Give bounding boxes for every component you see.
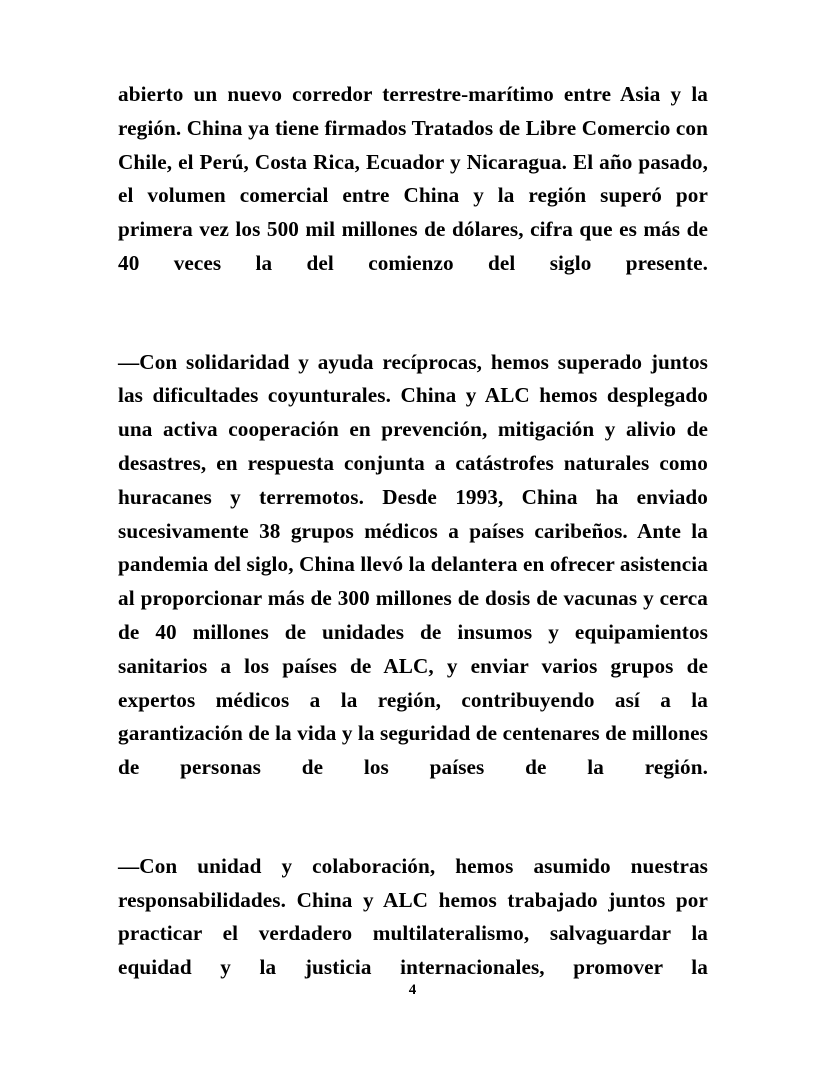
paragraph: —Con solidaridad y ayuda recíprocas, hemos superado juntos las dificultades coyunturales. China y ALC hemos desplegado una activa cooperación en prevención, mitigación y alivio de desastres, en respuesta conjunta a catástrofes naturales como huracanes y terremotos. Desde 1993, China ha enviado sucesivamente 38 grupos médicos a países caribeños. Ante la pandemia del siglo, China llevó la delantera en ofrecer asistencia al proporcionar más de 300 millones de dosis de vacunas y cerca de 40 millones de unidades de insumos y equipamientos sanitarios a los países de ALC, y enviar varios grupos de expertos médicos a la región, contribuyendo así a la garantización de la vida y la seguridad de centenares de millones de personas de los países de la región. bbox=[118, 349, 708, 780]
page-number: 4 bbox=[408, 982, 417, 998]
paragraph: —Con unidad y colaboración, hemos asumido nuestras responsabilidades. China y ALC hemos trabajado juntos por practicar el verdadero multilateralismo, salvaguardar la equidad y la justicia internacionales, promover la bbox=[118, 853, 708, 980]
page-body bbox=[118, 78, 708, 1019]
paragraph: abierto un nuevo corredor terrestre-marítimo entre Asia y la región. China ya tiene firmados Tratados de Libre Comercio con Chile, el Perú, Costa Rica, Ecuador y Nicaragua. El año pasado, el volumen comercial entre China y la región superó por primera vez los 500 mil millones de dólares, cifra que es más de 40 veces la del comienzo del siglo presente. bbox=[118, 82, 708, 275]
